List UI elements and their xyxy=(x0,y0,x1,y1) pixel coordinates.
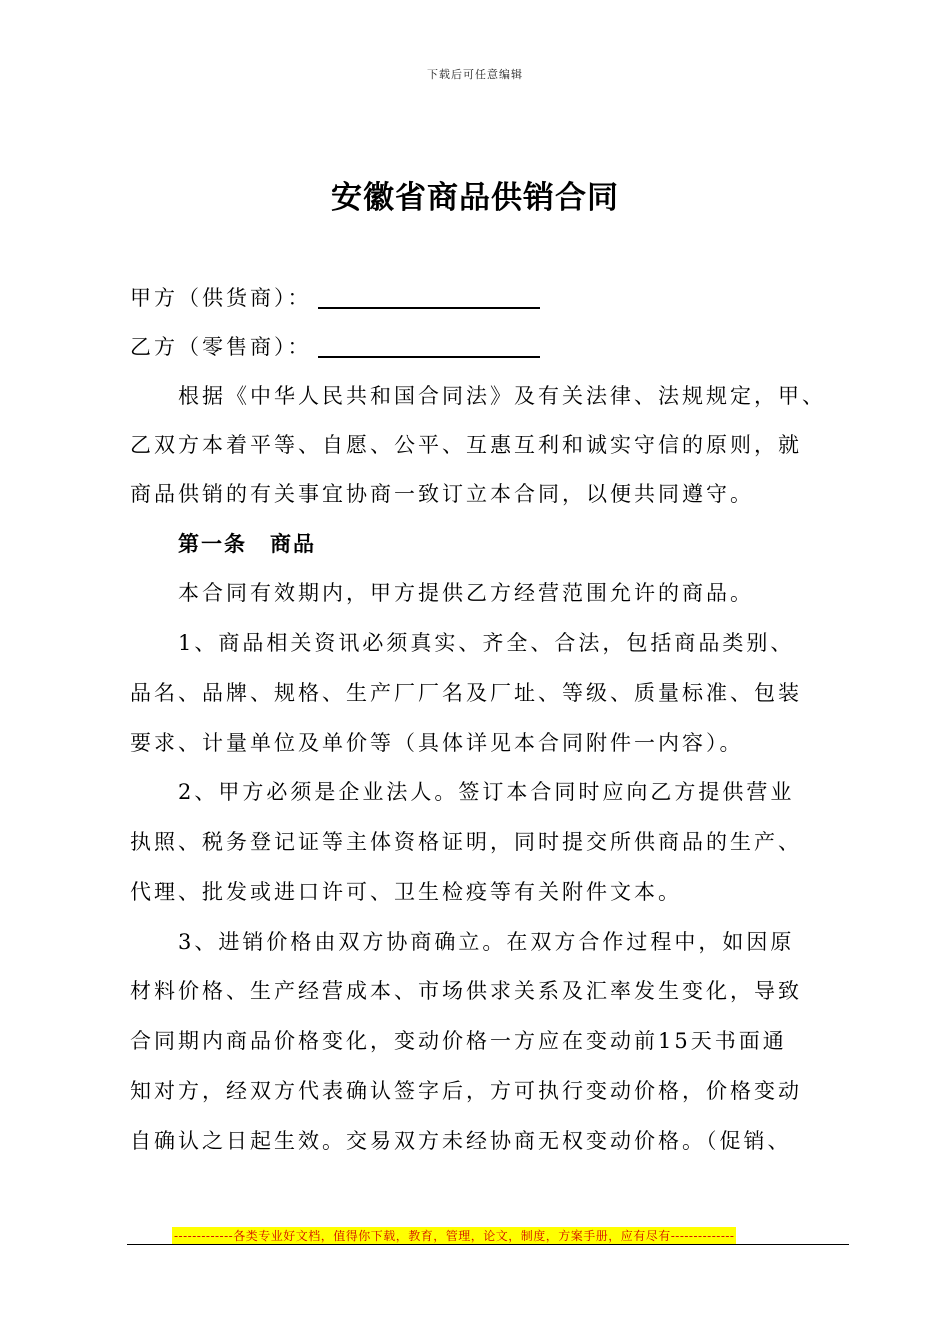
paragraph-line: 合同期内商品价格变化，变动价格一方应在变动前15天书面通 xyxy=(130,1029,787,1053)
party-a-blank xyxy=(318,287,540,309)
paragraph-line: 代理、批发或进口许可、卫生检疫等有关附件文本。 xyxy=(130,880,682,904)
paragraph-line: 本合同有效期内，甲方提供乙方经营范围允许的商品。 xyxy=(178,581,754,605)
paragraph-line: 知对方，经双方代表确认签字后，方可执行变动价格，价格变动 xyxy=(130,1079,802,1103)
party-a-line xyxy=(130,282,540,312)
party-b-label: 乙方（零售商）： xyxy=(130,335,312,359)
paragraph-line: 品名、品牌、规格、生产厂厂名及厂址、等级、质量标准、包装 xyxy=(130,681,802,705)
footer-promo-note: -------------各类专业好文档，值得你下载，教育，管理，论文，制度，方案手册，应有尽有-------------- xyxy=(174,1229,735,1243)
document-title: 安徽省商品供销合同 xyxy=(331,180,619,216)
paragraph-line: 要求、计量单位及单价等（具体详见本合同附件一内容）。 xyxy=(130,731,744,755)
section-heading: 第一条 商品 xyxy=(178,532,316,556)
party-b-line xyxy=(130,331,540,361)
paragraph-line: 乙双方本着平等、自愿、公平、互惠互利和诚实守信的原则，就 xyxy=(130,433,802,457)
paragraph-line: 2、甲方必须是企业法人。签订本合同时应向乙方提供营业 xyxy=(178,780,795,804)
paragraph-line: 1、商品相关资讯必须真实、齐全、合法，包括商品类别、 xyxy=(178,631,795,655)
footer-divider xyxy=(127,1244,849,1245)
paragraph-line: 根据《中华人民共和国合同法》及有关法律、法规规定，甲、 xyxy=(178,384,826,408)
paragraph-line: 3、进销价格由双方协商确立。在双方合作过程中，如因原 xyxy=(178,930,795,954)
paragraph-line: 商品供销的有关事宜协商一致订立本合同，以便共同遵守。 xyxy=(130,482,754,506)
header-note: 下载后可任意编辑 xyxy=(427,68,523,81)
paragraph-line: 材料价格、生产经营成本、市场供求关系及汇率发生变化，导致 xyxy=(130,979,802,1003)
paragraph-line: 自确认之日起生效。交易双方未经协商无权变动价格。（促销、 xyxy=(130,1129,792,1153)
paragraph-line: 执照、税务登记证等主体资格证明，同时提交所供商品的生产、 xyxy=(130,830,802,854)
party-b-blank xyxy=(318,336,540,358)
party-a-label: 甲方（供货商）： xyxy=(130,286,312,310)
